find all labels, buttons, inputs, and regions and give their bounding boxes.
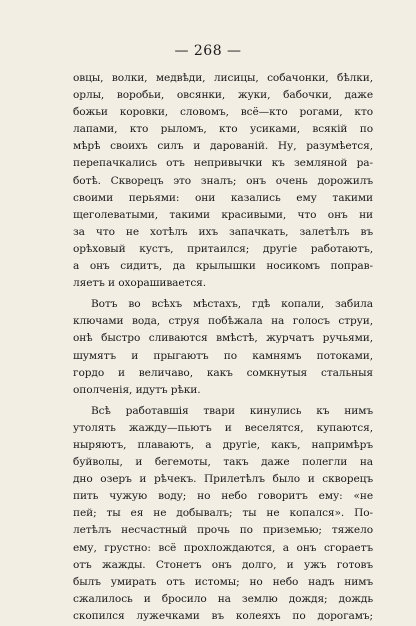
text-line: дно озеръ и рѣчекъ. Прилетѣлъ было и скворецъ bbox=[73, 473, 373, 486]
text-line: ему, грустно: всё прохлождаются, а онъ сгораетъ bbox=[73, 541, 373, 554]
text-line: скопился лужечками въ колеяхъ по дорогамъ; bbox=[73, 609, 373, 622]
page-body-text bbox=[73, 70, 373, 625]
text-line: овцы, волки, медвѣди, лисицы, собачонки, бѣлки, bbox=[73, 72, 373, 84]
text-line: орѣховый кустъ, притаился; другіе работаютъ, bbox=[73, 242, 373, 255]
text-line: ныряютъ, плаваютъ, а другіе, какъ, напримѣръ bbox=[73, 438, 373, 451]
text-line: летѣлъ несчастный прочь по приземью; тяжело bbox=[73, 524, 373, 537]
text-line: мѣрѣ своихъ силъ и дарованій. Ну, разумѣется, bbox=[73, 140, 373, 153]
text-line: пить чужую воду; но небо говоритъ ему: «не bbox=[73, 490, 373, 503]
text-line: былъ умирать отъ истомы; но небо надъ нимъ bbox=[73, 575, 373, 588]
text-line: божьи коровки, словомъ, всё—кто рогами, кто bbox=[73, 106, 373, 119]
text-line: ляетъ и охорашивается. bbox=[73, 277, 207, 290]
text-line: Всѣ работавшія твари кинулись къ нимъ bbox=[91, 404, 373, 417]
text-line: а онъ сидитъ, да крылышки носикомъ поправ- bbox=[73, 260, 373, 273]
text-line: ботѣ. Скворецъ это зналъ; онъ очень дорожилъ bbox=[73, 174, 373, 187]
text-line: орлы, воробьи, овсянки, жуки, бабочки, даже bbox=[73, 89, 373, 102]
text-line: ключами вода, струя побѣжала на голосъ струи, bbox=[73, 315, 373, 328]
paragraph bbox=[73, 296, 373, 399]
text-line: лапами, кто рыломъ, кто усиками, всякій по bbox=[73, 123, 373, 136]
text-line: пей; ты ея не добывалъ; ты не копался». По- bbox=[73, 507, 373, 520]
text-line: шумятъ и прыгаютъ по камнямъ потоками, bbox=[73, 349, 373, 362]
text-line: Вотъ во всѣхъ мѣстахъ, гдѣ копали, забила bbox=[91, 298, 373, 311]
text-line: своими перьями: они казались ему такими bbox=[73, 191, 373, 204]
text-line: гордо и величаво, какъ сомкнутыя стальныя bbox=[73, 366, 373, 379]
text-line: онѣ быстро сливаются вмѣстѣ, журчатъ ручьями, bbox=[73, 332, 373, 345]
text-line: ополченія, идутъ рѣки. bbox=[73, 383, 201, 396]
paragraph bbox=[73, 70, 373, 292]
text-line: щеголеватыми, такими красивыми, что онъ ни bbox=[73, 208, 373, 221]
text-line: отъ жажды. Стонетъ онъ долго, и ужъ готовъ bbox=[73, 558, 373, 571]
text-line: сжалилось и бросило на землю дождя; дождь bbox=[73, 592, 373, 605]
paragraph bbox=[73, 403, 373, 625]
text-line: утолять жажду—пьютъ и веселятся, купаются, bbox=[73, 421, 373, 434]
text-line: за что не хотѣлъ ихъ запачкать, залетѣлъ въ bbox=[73, 225, 373, 238]
text-line: перепачкались отъ непривычки къ земляной ра- bbox=[73, 157, 373, 170]
page-number: — 268 — bbox=[174, 43, 242, 59]
text-line: буйволы, и бегемоты, такъ даже полегли на bbox=[73, 456, 373, 469]
